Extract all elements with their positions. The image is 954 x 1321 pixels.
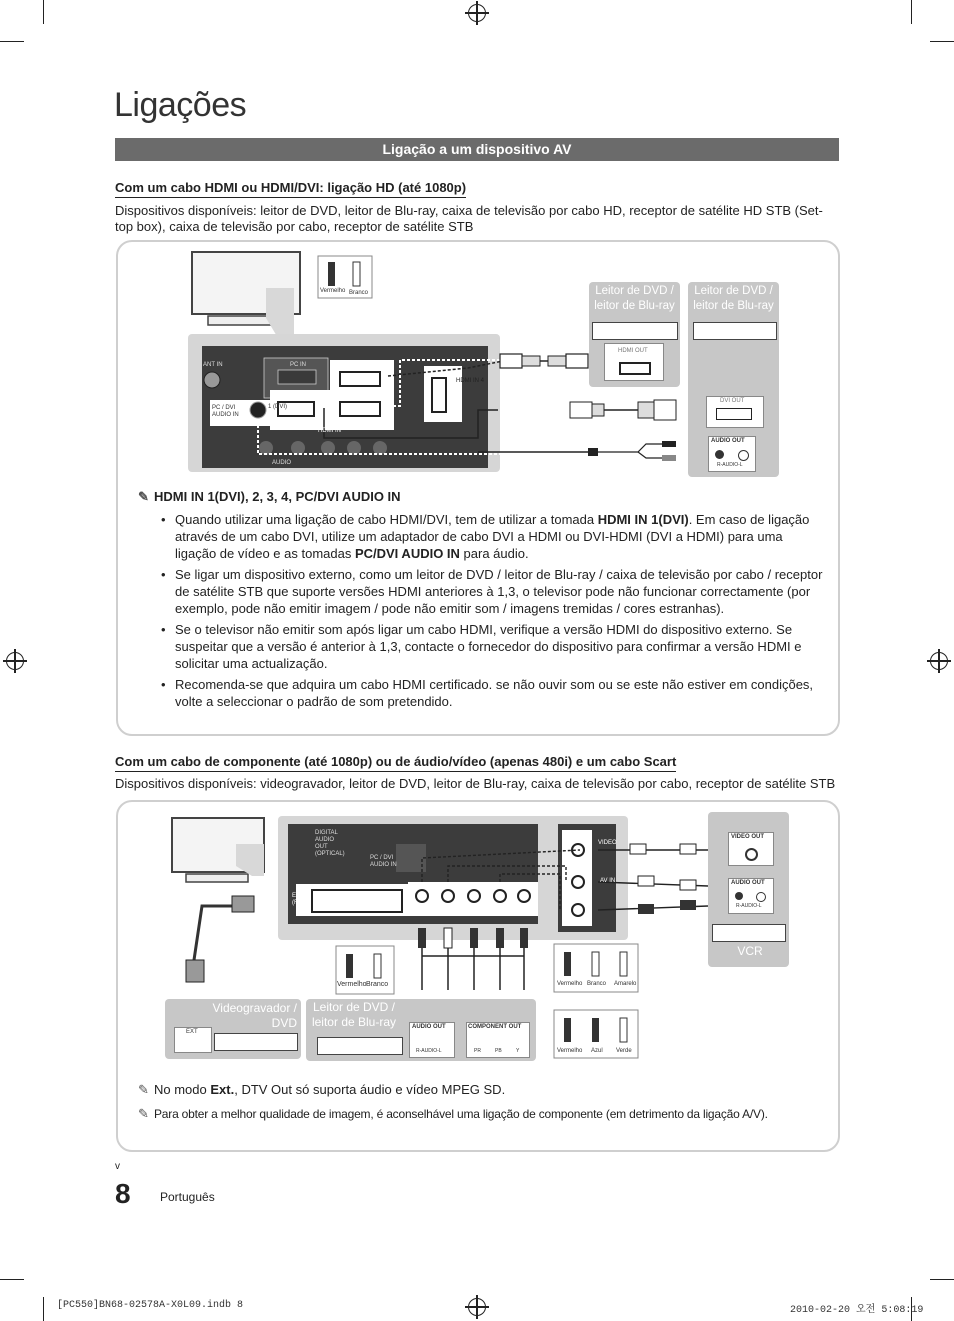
section1-heading: Com um cabo HDMI ou HDMI/DVI: ligação HD (até 1080p)	[115, 180, 466, 198]
section2-heading: Com um cabo de componente (até 1080p) ou de áudio/vídeo (apenas 480i) e um cabo Scart	[115, 754, 676, 772]
hdmi-out-label: HDMI OUT	[618, 348, 648, 354]
dvd-r-audio-l: R-AUDIO-L	[416, 1048, 442, 1054]
pencil-icon: ✎	[138, 1106, 149, 1121]
vcr-body	[712, 924, 786, 942]
note-title-text: HDMI IN 1(DVI), 2, 3, 4, PC/DVI AUDIO IN	[154, 489, 401, 504]
footer-file-info: [PC550]BN68-02578A-X0L09.indb 8	[57, 1300, 244, 1311]
section2-devices: Dispositivos disponíveis: videogravador, leitor de DVD, leitor de Blu-ray, caixa de televisão por cabo, receptor de satélite STB	[115, 776, 836, 791]
note-ext-mode	[138, 1081, 505, 1098]
vcr-label: VCR	[737, 944, 763, 958]
registration-mark-icon	[468, 4, 486, 22]
video-label: VIDEO	[598, 840, 617, 846]
section1-bullets	[175, 511, 825, 714]
hdmi-port-icon	[619, 362, 651, 375]
note-hdmi-title	[138, 488, 401, 505]
white-label-2: Branco	[587, 981, 607, 987]
bullet-bold: PC/DVI AUDIO IN	[354, 546, 460, 561]
bullet-text: para áudio.	[459, 546, 529, 561]
footer-timestamp: 2010-02-20 오전 5:08:19	[790, 1305, 924, 1316]
dvd-body	[317, 1037, 403, 1055]
dvi-out-label: DVI OUT	[720, 398, 745, 404]
y-label: Y	[516, 1048, 520, 1054]
crop-mark	[0, 41, 24, 42]
pc-dvi-audio-in-label: PC / DVI AUDIO IN	[212, 405, 239, 418]
list-item	[175, 511, 825, 562]
red-label-2: Vermelho	[557, 981, 583, 987]
bullet-bold: HDMI IN 1(DVI)	[597, 512, 689, 527]
pc-in-label: PC IN	[290, 362, 307, 368]
pencil-icon: ✎	[138, 1082, 149, 1097]
device1-body	[592, 322, 678, 340]
red-plug-label: Vermelho	[320, 288, 346, 294]
vcr-r-audio-l: R-AUDIO-L	[736, 903, 762, 909]
note-text: Para obter a melhor qualidade de imagem, é aconselhável uma ligação de componente (em detrimento da ligação A/V).	[154, 1107, 768, 1121]
pb-label: PB	[495, 1048, 502, 1054]
page-language: Português	[160, 1190, 215, 1204]
pc-dvi-audio-in-label-2: PC / DVI AUDIO IN	[370, 855, 397, 868]
hdmi-in-label: HDMI IN	[318, 428, 341, 434]
bullet-text: . Em caso de ligação através de um cabo DVI, utilize um adaptador de cabo DVI a HDMI ou DVI-HDMI (DVI a HDMI) para uma ligação de vídeo e as tomadas	[175, 512, 810, 561]
blue-label: Azul	[591, 1048, 603, 1054]
crop-mark	[0, 1279, 24, 1280]
audio-jack-icon	[715, 450, 724, 459]
audio-jack-icon	[756, 892, 766, 902]
note-component-quality	[138, 1105, 768, 1123]
component-out-label: COMPONENT OUT	[468, 1024, 522, 1030]
crop-mark	[43, 0, 44, 24]
white-plug-label: Branco	[349, 290, 369, 296]
r-audio-l-label: R-AUDIO-L	[717, 462, 743, 468]
page-letter: v	[115, 1161, 120, 1172]
videorecorder-label: Videogravador / DVD	[212, 1001, 297, 1030]
device1-label: Leitor de DVD / leitor de Blu-ray	[594, 285, 675, 312]
ext-rgb-label: EXT (RGB)	[292, 893, 309, 906]
dvd-audio-out-label: AUDIO OUT	[412, 1024, 446, 1030]
video-out-label: VIDEO OUT	[731, 834, 765, 840]
page-title: Ligações	[114, 86, 247, 124]
ant-in-label: ANT IN	[203, 362, 223, 368]
list-item: • Se o televisor não emitir som após ligar um cabo HDMI, verifique a versão HDMI do dispositivo externo. Se suspeitar que a versão é anterior à 1,3, contacte o fornecedor do dispositivo para confirmar a versão HDMI e solicitar uma actualização.	[175, 621, 825, 672]
digital-audio-out-label: DIGITAL AUDIO OUT (OPTICAL)	[315, 830, 345, 857]
green-label: Verde	[616, 1048, 632, 1054]
bullet-text: Quando utilizar uma ligação de cabo HDMI/DVI, tem de utilizar a tomada	[175, 512, 598, 527]
videorecorder-body	[214, 1033, 298, 1051]
note-text: No modo	[154, 1082, 211, 1097]
pencil-icon: ✎	[138, 489, 149, 504]
crop-mark	[930, 1279, 954, 1280]
section1-devices: Dispositivos disponíveis: leitor de DVD, leitor de Blu-ray, caixa de televisão por cabo HD, receptor de satélite HD STB (Set-top box), caixa de televisão por cabo, receptor de satélite STB	[115, 203, 823, 234]
list-item: • Recomenda-se que adquira um cabo HDMI certificado. se não ouvir som ou se este não estiver em condições, volte a seleccionar o padrão de som pretendido.	[175, 676, 825, 710]
device2-label: Leitor de DVD / leitor de Blu-ray	[693, 285, 774, 312]
note-text: , DTV Out só suporta áudio e vídeo MPEG SD.	[234, 1082, 506, 1097]
dvi1-label: 1 (DVI)	[268, 404, 288, 410]
audio-out-label: AUDIO OUT	[711, 438, 745, 444]
hdmi-in4-label: HDMI IN 4	[456, 378, 485, 384]
pr-label: PR	[474, 1048, 481, 1054]
yellow-label: Amarelo	[614, 981, 637, 987]
red-label-1: Vermelho	[337, 981, 367, 988]
dvd-component-label: Leitor de DVD / leitor de Blu-ray	[311, 1000, 397, 1029]
crop-mark	[43, 1297, 44, 1321]
list-item: • Se ligar um dispositivo externo, como um leitor de DVD / leitor de Blu-ray / caixa de televisão por cabo / receptor de satélite STB que suporte versões HDMI anteriores à 1,3, o televisor pode não funcionar correctamente (por exemplo, pode não emitir imagem / pode não emitir som / imagens tremidas / cores estranhas).	[175, 566, 825, 617]
video-jack-icon	[745, 848, 758, 861]
registration-mark-icon	[468, 1298, 486, 1316]
audio-label: AUDIO	[272, 460, 292, 466]
page-number: 8	[115, 1178, 131, 1209]
vcr-audio-out-label: AUDIO OUT	[731, 880, 765, 886]
note-bold: Ext.	[210, 1082, 235, 1097]
white-label-1: Branco	[366, 981, 389, 988]
av-in-label: AV IN	[600, 878, 616, 884]
crop-mark	[930, 41, 954, 42]
crop-mark	[911, 0, 912, 24]
component-in-label: COMPONENT IN	[452, 911, 499, 917]
section-bar: Ligação a um dispositivo AV	[115, 138, 839, 161]
audio-jack-icon	[738, 450, 749, 461]
registration-mark-icon	[930, 652, 948, 670]
registration-mark-icon	[6, 652, 24, 670]
device2-body	[693, 322, 777, 340]
dvi-port-icon	[716, 408, 752, 420]
red-label-3: Vermelho	[557, 1048, 583, 1054]
ext-label: EXT	[186, 1029, 198, 1035]
audio-jack-icon	[735, 892, 743, 900]
